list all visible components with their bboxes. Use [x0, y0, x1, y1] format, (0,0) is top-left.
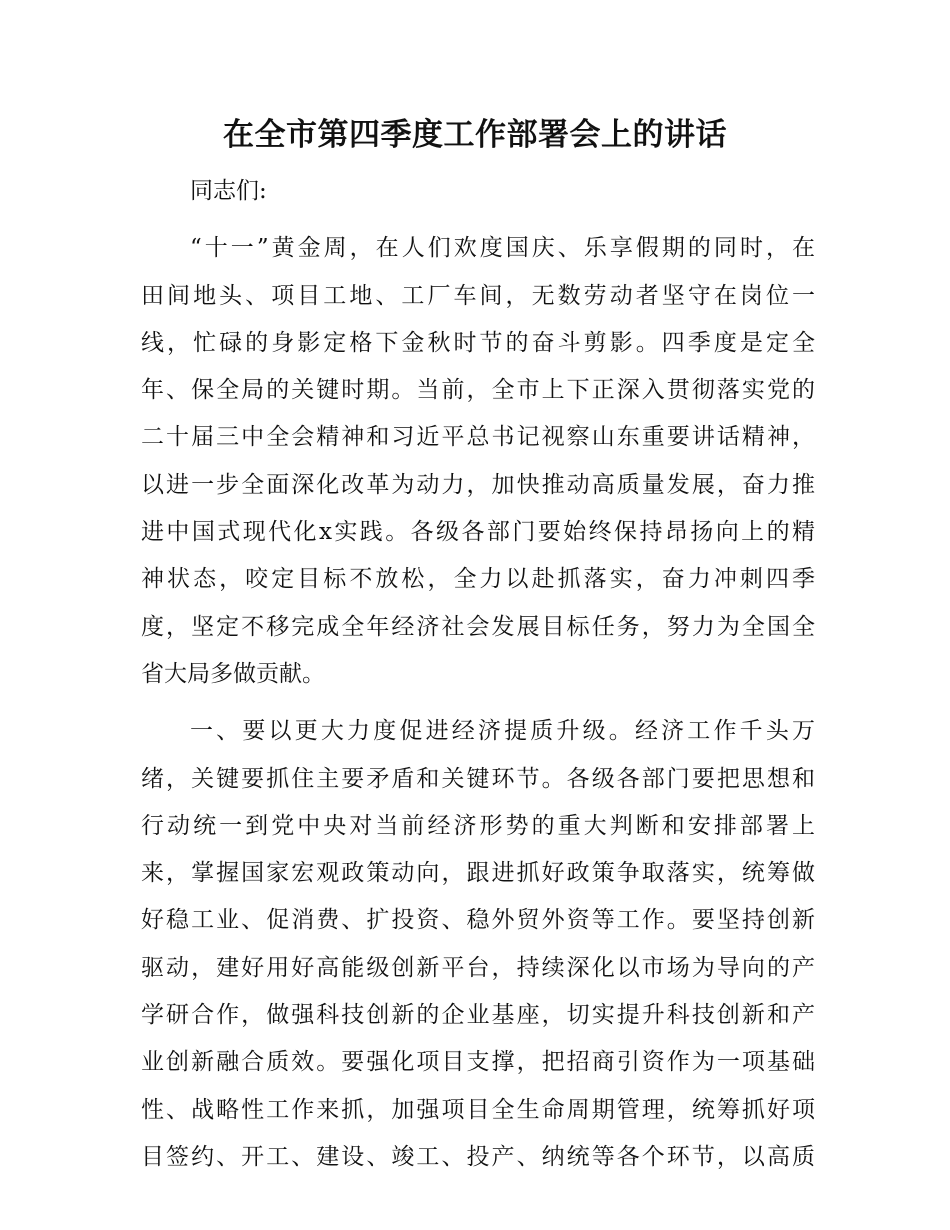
document-body [141, 168, 815, 1181]
paragraph-line: 年、保全局的关键时期。当前，全市上下正深入贯彻落实党的 [141, 377, 815, 404]
paragraph-line: 好稳工业、促消费、扩投资、稳外贸外资等工作。要坚持创新 [141, 907, 815, 934]
paragraph-line: 省大局多做贡献。 [141, 660, 325, 687]
paragraph-line: 神状态，咬定目标不放松，全力以赴抓落实，奋力冲刺四季 [141, 566, 815, 593]
paragraph-line: 学研合作，做强科技创新的企业基座，切实提升科技创新和产 [141, 1002, 815, 1029]
paragraph-line: 来，掌握国家宏观政策动向，跟进抓好政策争取落实，统筹做 [141, 860, 815, 887]
document-title: 在全市第四季度工作部署会上的讲话 [223, 117, 727, 153]
paragraph-line: 驱动，建好用好高能级创新平台，持续深化以市场为导向的产 [141, 954, 815, 981]
paragraph-spacer [141, 215, 815, 225]
salutation: 同志们: [190, 178, 267, 204]
paragraph-line: 田间地头、项目工地、工厂车间，无数劳动者坚守在岗位一 [141, 282, 815, 309]
paragraph-spacer [141, 698, 815, 708]
paragraph-1 [141, 225, 815, 698]
paragraph-line: 进中国式现代化x实践。各级各部门要始终保持昂扬向上的精 [141, 519, 815, 546]
paragraph-2 [141, 708, 815, 1181]
paragraph-line: 一、要以更大力度促进经济提质升级。经济工作千头万 [190, 718, 815, 745]
paragraph-line: 二十届三中全会精神和习近平总书记视察山东重要讲话精神， [141, 424, 815, 451]
paragraph-line: 线，忙碌的身影定格下金秋时节的奋斗剪影。四季度是定全 [141, 329, 815, 356]
paragraph-line: 以进一步全面深化改革为动力，加快推动高质量发展，奋力推 [141, 471, 815, 498]
paragraph-line: 度，坚定不移完成全年经济社会发展目标任务，努力为全国全 [141, 613, 815, 640]
paragraph-line: 目签约、开工、建设、竣工、投产、纳统等各个环节，以高质 [141, 1143, 815, 1170]
paragraph-line: 绪，关键要抓住主要矛盾和关键环节。各级各部门要把思想和 [141, 765, 815, 792]
paragraph-line: 性、战略性工作来抓，加强项目全生命周期管理，统筹抓好项 [141, 1096, 815, 1123]
paragraph-line: 业创新融合质效。要强化项目支撑，把招商引资作为一项基础 [141, 1049, 815, 1076]
paragraph-line: “十一”黄金周，在人们欢度国庆、乐享假期的同时，在 [190, 235, 815, 262]
paragraph-line: 行动统一到党中央对当前经济形势的重大判断和安排部署上 [141, 812, 815, 839]
